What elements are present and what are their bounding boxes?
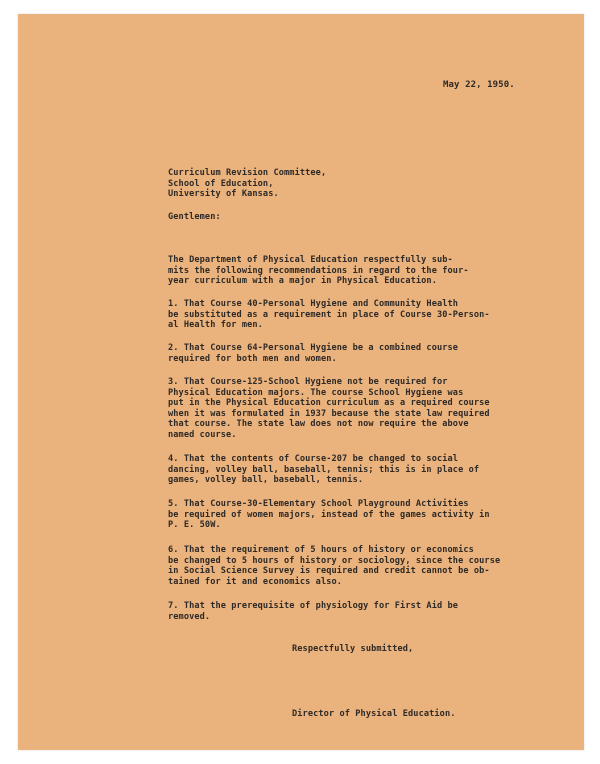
recipient-line: University of Kansas. bbox=[168, 189, 279, 200]
recommendation-2: 2. That Course 64-Personal Hygiene be a combined course required for both men and women. bbox=[168, 343, 459, 364]
intro-paragraph: The Department of Physical Education respectfully sub- mits the following recommendations in regard to the four- year curriculum with a major in Physical Education. bbox=[168, 255, 469, 287]
recommendation-4: 4. That the contents of Course-207 be changed to social dancing, volley ball, baseball, tennis; this is in place of games, volley ball, baseball, tennis. bbox=[168, 454, 480, 486]
salutation: Gentlemen: bbox=[168, 212, 221, 222]
letter-date: May 22, 1950. bbox=[443, 80, 515, 90]
recipient-line: School of Education, bbox=[168, 178, 274, 189]
recipient-line: Curriculum Revision Committee, bbox=[168, 168, 327, 178]
recipient-address bbox=[168, 168, 528, 200]
recommendation-5: 5. That Course-30-Elementary School Playground Activities be required of women majors, instead of the games activity in P. E. 50W. bbox=[168, 499, 490, 531]
signature-line: Director of Physical Education. bbox=[292, 709, 456, 719]
recommendation-7: 7. That the prerequisite of physiology for First Aid be removed. bbox=[168, 601, 459, 622]
closing: Respectfully submitted, bbox=[292, 644, 414, 654]
recommendation-1: 1. That Course 40-Personal Hygiene and Community Health be substituted as a requirement in place of Course 30-Person- al Health for men. bbox=[168, 299, 490, 331]
recommendation-6: 6. That the requirement of 5 hours of history or economics be changed to 5 hours of history or sociology, since the course in Social Science Survey is required and credit cannot be ob- tained for it and economics also. bbox=[168, 545, 501, 587]
recommendation-3: 3. That Course-125-School Hygiene not be required for Physical Education majors. The course School Hygiene was put in the Physical Education curriculum as a required course when it was formulated in 1937 because the state law required that course. The state law does not now require the above named course. bbox=[168, 377, 490, 440]
